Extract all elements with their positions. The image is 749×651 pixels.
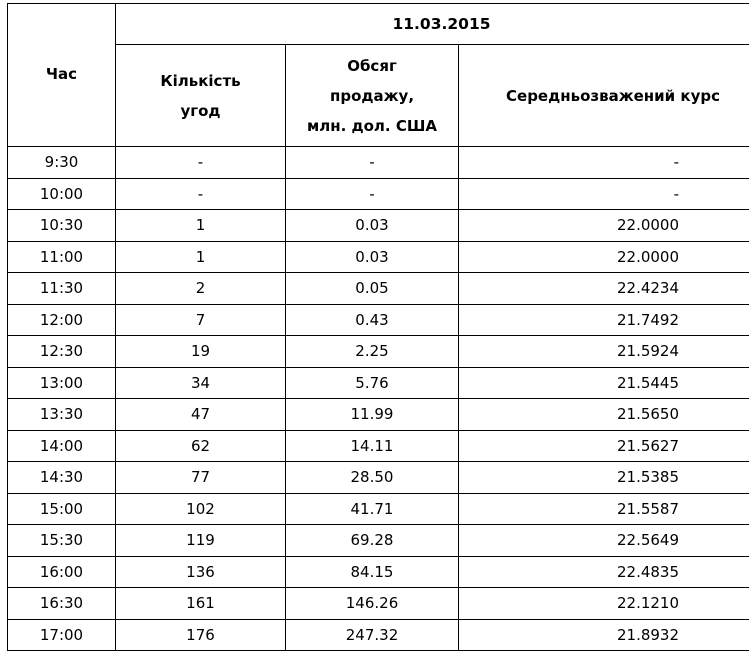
rate-column-header: Середньозважений курс xyxy=(459,45,749,147)
rate-cell: 22.1210 xyxy=(459,588,749,620)
rate-cell: 21.5587 xyxy=(459,493,749,525)
rate-cell: 21.5627 xyxy=(459,430,749,462)
table-row xyxy=(8,430,749,462)
deals-cell: 161 xyxy=(116,588,286,620)
volume-cell: 0.03 xyxy=(286,210,459,242)
time-cell: 11:30 xyxy=(8,273,116,305)
deals-cell: 1 xyxy=(116,210,286,242)
rate-cell: 22.0000 xyxy=(459,241,749,273)
volume-cell: 146.26 xyxy=(286,588,459,620)
table-row xyxy=(8,367,749,399)
rate-cell: - xyxy=(459,178,749,210)
time-cell: 16:30 xyxy=(8,588,116,620)
deals-cell: 34 xyxy=(116,367,286,399)
time-cell: 15:00 xyxy=(8,493,116,525)
deals-cell: 102 xyxy=(116,493,286,525)
table-row xyxy=(8,210,749,242)
volume-cell: - xyxy=(286,147,459,179)
deals-cell: 1 xyxy=(116,241,286,273)
table-row xyxy=(8,399,749,431)
deals-cell: 77 xyxy=(116,462,286,494)
rate-cell: 22.4835 xyxy=(459,556,749,588)
table-row xyxy=(8,273,749,305)
volume-header-line1: Обсяг xyxy=(347,56,397,75)
volume-cell: 247.32 xyxy=(286,619,459,651)
deals-header-line2: угод xyxy=(180,101,221,120)
deals-header-line1: Кількість xyxy=(160,71,241,90)
deals-cell: 176 xyxy=(116,619,286,651)
table-row xyxy=(8,178,749,210)
deals-cell: - xyxy=(116,147,286,179)
deals-cell: - xyxy=(116,178,286,210)
table-row xyxy=(8,462,749,494)
time-cell: 10:30 xyxy=(8,210,116,242)
table-row xyxy=(8,241,749,273)
volume-header-line3: млн. дол. США xyxy=(306,116,437,135)
time-cell: 11:00 xyxy=(8,241,116,273)
time-cell: 17:00 xyxy=(8,619,116,651)
deals-cell: 7 xyxy=(116,304,286,336)
volume-cell: 5.76 xyxy=(286,367,459,399)
volume-cell: 0.03 xyxy=(286,241,459,273)
deals-cell: 119 xyxy=(116,525,286,557)
deals-cell: 19 xyxy=(116,336,286,368)
table-header xyxy=(8,4,749,147)
table-row xyxy=(8,556,749,588)
rate-cell: 21.5650 xyxy=(459,399,749,431)
volume-cell: - xyxy=(286,178,459,210)
time-cell: 14:30 xyxy=(8,462,116,494)
volume-cell: 0.43 xyxy=(286,304,459,336)
time-column-header: Час xyxy=(8,4,116,147)
volume-cell: 0.05 xyxy=(286,273,459,305)
volume-cell: 41.71 xyxy=(286,493,459,525)
time-cell: 14:00 xyxy=(8,430,116,462)
header-row-date xyxy=(8,4,749,45)
rate-cell: 21.5385 xyxy=(459,462,749,494)
rate-cell: 22.5649 xyxy=(459,525,749,557)
volume-cell: 11.99 xyxy=(286,399,459,431)
volume-cell: 84.15 xyxy=(286,556,459,588)
rate-cell: 21.5924 xyxy=(459,336,749,368)
table-body xyxy=(8,147,749,651)
rate-cell: 22.0000 xyxy=(459,210,749,242)
deals-cell: 47 xyxy=(116,399,286,431)
time-cell: 16:00 xyxy=(8,556,116,588)
trading-table xyxy=(7,3,749,651)
volume-cell: 2.25 xyxy=(286,336,459,368)
volume-column-header xyxy=(286,45,459,147)
rate-cell: - xyxy=(459,147,749,179)
table-row xyxy=(8,525,749,557)
volume-cell: 69.28 xyxy=(286,525,459,557)
table-row xyxy=(8,336,749,368)
volume-header-line2: продажу, xyxy=(329,86,415,105)
rate-cell: 21.7492 xyxy=(459,304,749,336)
time-cell: 13:30 xyxy=(8,399,116,431)
rate-cell: 21.5445 xyxy=(459,367,749,399)
table-row xyxy=(8,588,749,620)
rate-cell: 22.4234 xyxy=(459,273,749,305)
table-row xyxy=(8,493,749,525)
volume-cell: 14.11 xyxy=(286,430,459,462)
table-row xyxy=(8,304,749,336)
table-row xyxy=(8,619,749,651)
time-cell: 9:30 xyxy=(8,147,116,179)
time-cell: 12:00 xyxy=(8,304,116,336)
time-cell: 15:30 xyxy=(8,525,116,557)
volume-cell: 28.50 xyxy=(286,462,459,494)
time-cell: 12:30 xyxy=(8,336,116,368)
rate-cell: 21.8932 xyxy=(459,619,749,651)
time-cell: 13:00 xyxy=(8,367,116,399)
deals-cell: 136 xyxy=(116,556,286,588)
table-row xyxy=(8,147,749,179)
header-row-columns xyxy=(8,45,749,147)
deals-cell: 2 xyxy=(116,273,286,305)
date-header: 11.03.2015 xyxy=(116,4,749,45)
time-cell: 10:00 xyxy=(8,178,116,210)
deals-column-header xyxy=(116,45,286,147)
deals-cell: 62 xyxy=(116,430,286,462)
